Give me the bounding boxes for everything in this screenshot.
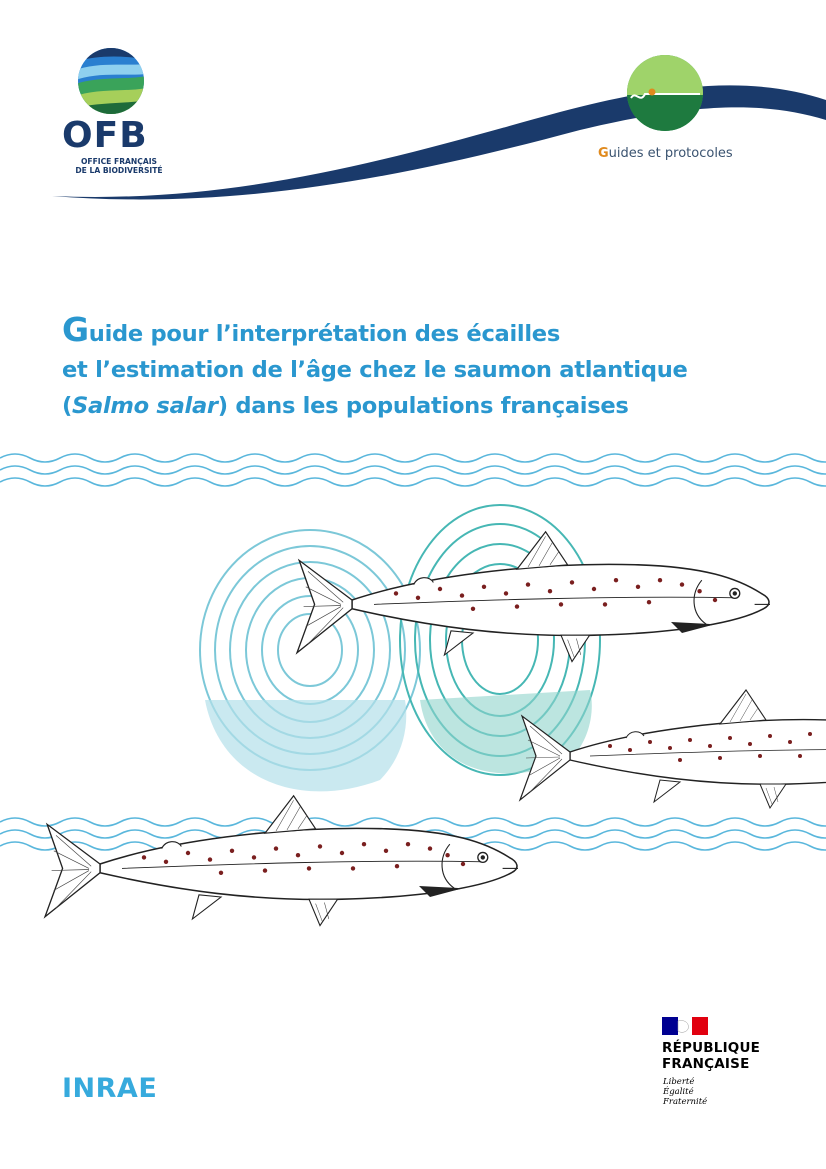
series-badge-icon [627,55,703,135]
title-line1-rest: uide pour l’interprétation des écailles [88,321,560,347]
ofb-wordmark: OFB [62,115,148,156]
ofb-logo-icon [75,45,147,117]
motto-egalite: Égalité [663,1087,694,1097]
motto-liberte: Liberté [663,1077,695,1087]
wave-band-top [0,454,826,486]
document-title [62,312,782,424]
series-rest: uides et protocoles [608,146,733,161]
title-line-3 [62,388,782,424]
ofb-subtitle-line1: OFFICE FRANÇAIS [80,157,158,166]
inrae-logo: INRAE [62,1073,158,1104]
title-line-2: et l’estimation de l’âge chez le saumon atlantique [62,357,688,383]
ofb-subtitle [64,157,174,175]
header-swoosh [52,85,826,199]
title-line3-rest: ) dans les populations françaises [217,393,629,419]
series-first-letter: G [598,146,609,161]
title-line-1 [62,312,782,352]
salmon-illustration-top [297,532,770,662]
title-paren-open: ( [62,393,73,419]
cover-illustration [0,440,826,940]
ofb-subtitle-line2: DE LA BIODIVERSITÉ [75,166,163,175]
marianne-flag-icon [662,1017,708,1035]
series-label [598,146,733,161]
republique-line2: FRANÇAISE [662,1056,750,1072]
republique-line1: RÉPUBLIQUE [662,1040,761,1056]
title-first-letter: G [62,310,89,349]
salmon-illustration-bottom [45,796,518,926]
republique-francaise [662,1040,760,1072]
title-species-name: Salmo salar [72,393,218,419]
republic-motto [663,1077,707,1107]
motto-fraternite: Fraternité [663,1097,708,1107]
